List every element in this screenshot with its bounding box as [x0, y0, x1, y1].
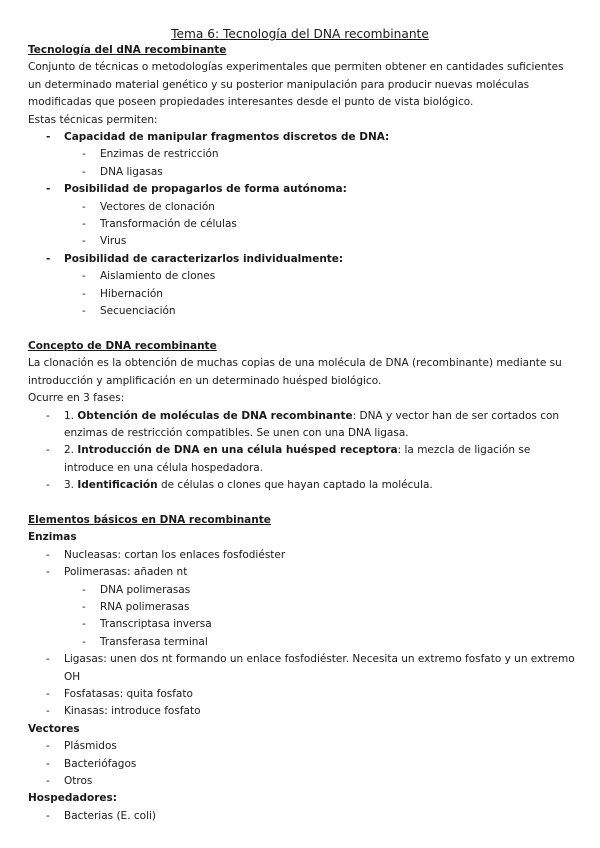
list-item-label: Capacidad de manipular fragmentos discretos de DNA: — [64, 131, 390, 144]
list-item: - Kinasas: introduce fosfato — [28, 703, 576, 720]
page-title: Tema 6: Tecnología del DNA recombinante — [171, 27, 429, 41]
phase-title: Identificación — [77, 479, 158, 492]
phase-item — [28, 442, 576, 477]
list-item: - Bacterias (E. coli) — [28, 808, 576, 825]
paragraph-definition: Conjunto de técnicas o metodologías experimentales que permiten obtener en cantidades suficientes un determinado material genético y su posterior manipulación para producir nuevas moléculas modificadas que poseen propiedades interesantes desde el punto de vista biológico. — [28, 61, 564, 109]
phase-text: de células o clones que hayan captado la molécula. — [157, 479, 433, 492]
subheading-hospedadores: Hospedadores: — [28, 792, 117, 805]
list-item — [28, 564, 576, 651]
list-item-label: Posibilidad de caracterizarlos individualmente: — [64, 252, 344, 265]
paragraph-clonacion: La clonación es la obtención de muchas copias de una molécula de DNA (recombinante) mediante su introducción y amplificación en un determinado huésped biológico. — [28, 357, 562, 387]
sub-list — [64, 268, 576, 320]
phase-number: 2. — [64, 444, 75, 457]
sub-list-item: - DNA polimerasas — [64, 582, 576, 599]
sub-list-item: - Secuenciación — [64, 303, 576, 320]
sub-list-item: - Hibernación — [64, 286, 576, 303]
phases-list — [28, 408, 576, 495]
sub-list-item: - RNA polimerasas — [64, 599, 576, 616]
phases-intro: Ocurre en 3 fases: — [28, 392, 125, 405]
sub-list-item: - Transformación de células — [64, 216, 576, 233]
list-item-label: Polimerasas: añaden nt — [64, 566, 188, 579]
phase-title: Introducción de DNA en una célula huésped receptora — [77, 444, 398, 457]
list-item — [28, 129, 576, 181]
spacer — [28, 495, 576, 512]
sub-list — [64, 146, 576, 181]
sub-list-item: - Transferasa terminal — [64, 634, 576, 651]
list-item: - Fosfatasas: quita fosfato — [28, 686, 576, 703]
list-item: - Bacteriófagos — [28, 756, 576, 773]
phase-title: Obtención de moléculas de DNA recombinante — [77, 409, 353, 422]
intro-text: Estas técnicas permiten: — [28, 113, 158, 126]
sub-list-item: - Virus — [64, 233, 576, 250]
section-heading-tecnologia: Tecnología del dNA recombinante — [28, 44, 227, 56]
sub-list-item: - DNA ligasas — [64, 164, 576, 181]
vectores-list — [28, 738, 576, 790]
sub-list-item: - Enzimas de restricción — [64, 146, 576, 163]
capabilities-list — [28, 129, 576, 320]
sub-list-item: - Vectores de clonación — [64, 199, 576, 216]
subheading-vectores: Vectores — [28, 722, 80, 735]
sub-list-item: - Transcriptasa inversa — [64, 616, 576, 633]
spacer — [28, 321, 576, 338]
sub-list-item: - Aislamiento de clones — [64, 268, 576, 285]
enzimas-list — [28, 547, 576, 721]
list-item — [28, 251, 576, 321]
list-item: - Plásmidos — [28, 738, 576, 755]
phase-text: : la mezcla de ligación se introduce en una célula hospedadora. — [64, 444, 531, 474]
sub-list — [64, 582, 576, 652]
subheading-enzimas: Enzimas — [28, 531, 77, 544]
document-body — [28, 42, 576, 825]
list-item: - Nucleasas: cortan los enlaces fosfodiéster — [28, 547, 576, 564]
list-item: - Otros — [28, 773, 576, 790]
section-heading-elementos: Elementos básicos en DNA recombinante — [28, 513, 271, 526]
sub-list — [64, 199, 576, 251]
hospedadores-list — [28, 808, 576, 825]
phase-item — [28, 408, 576, 443]
phase-number: 3. — [64, 479, 75, 492]
list-item-label: Posibilidad de propagarlos de forma autónoma: — [64, 183, 347, 196]
list-item: - Ligasas: unen dos nt formando un enlace fosfodiéster. Necesita un extremo fosfato y un extremo OH — [28, 651, 576, 686]
phase-text: : DNA y vector han de ser cortados con enzimas de restricción compatibles. Se unen con una DNA ligasa. — [64, 409, 560, 439]
section-heading-concepto: Concepto de DNA recombinante — [28, 339, 217, 352]
phase-item — [28, 477, 576, 494]
phase-number: 1. — [64, 409, 75, 422]
list-item — [28, 181, 576, 251]
